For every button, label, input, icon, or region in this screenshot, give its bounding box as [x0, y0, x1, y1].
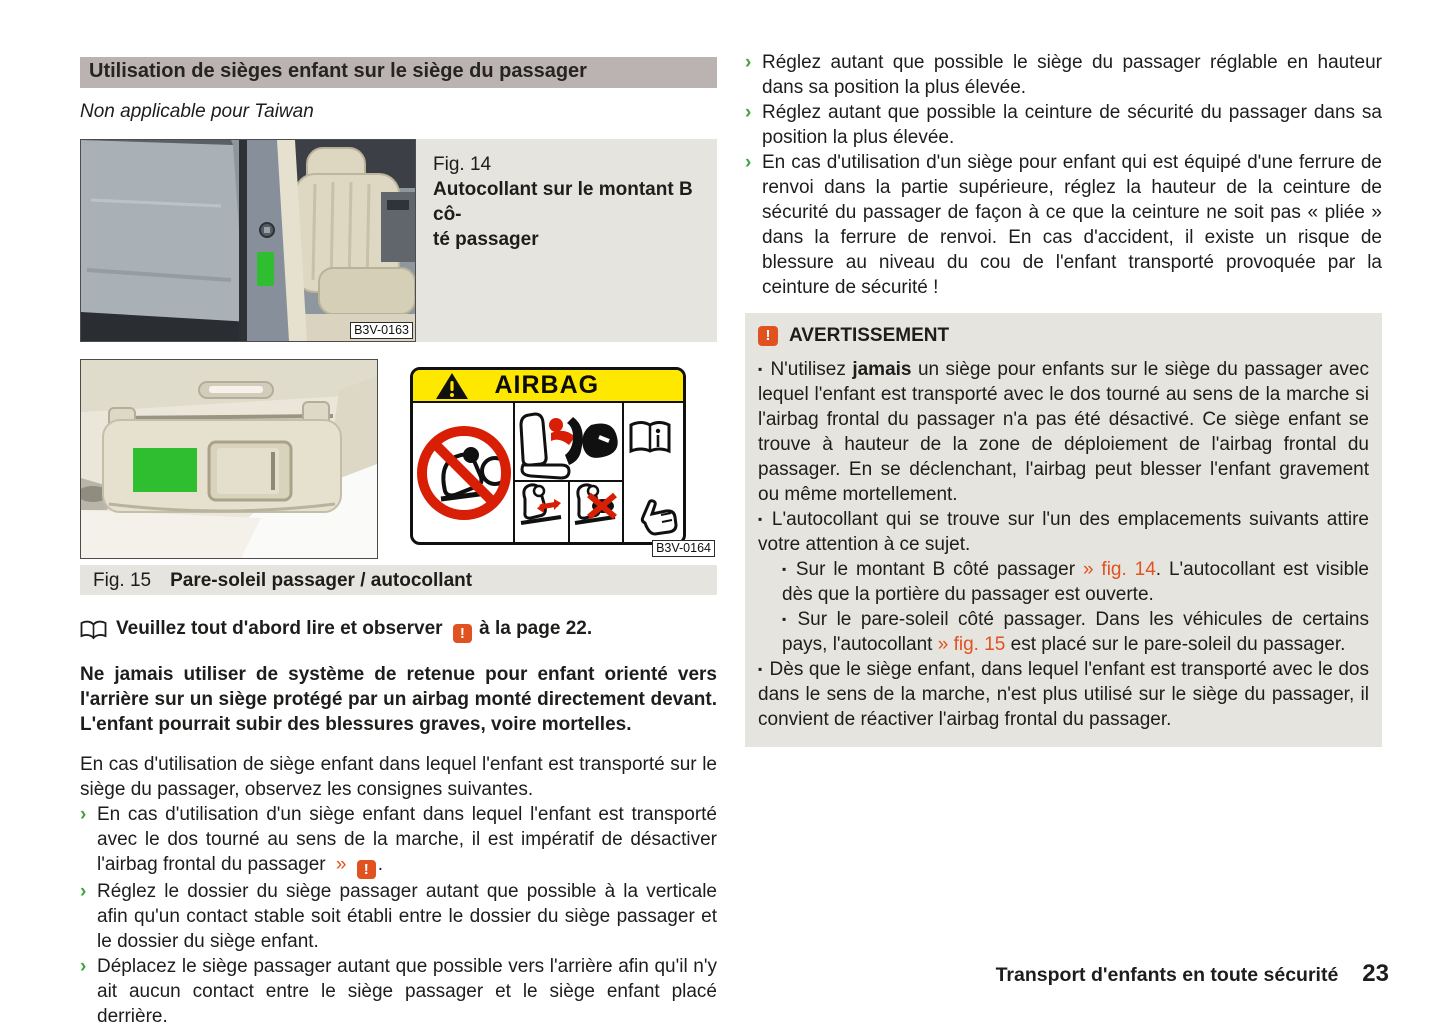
- read-first-text: Veuillez tout d'abord lire et observer ! à la page 22.: [116, 618, 593, 642]
- figure-15-airbag-label-area: [378, 359, 717, 559]
- chevron-bullet: ›: [745, 102, 752, 123]
- rear-facing-warning-paragraph: Ne jamais utiliser de système de retenue pour enfant orienté vers l'arrière sur un siège protégé par un airbag monté directement devant. L'enfant pourrait subir des blessures graves, voire mortelles.: [80, 664, 717, 735]
- car-door-b-pillar-illustration: [81, 140, 415, 341]
- chevron-bullet: ›: [80, 956, 87, 977]
- square-bullet: ▪: [758, 512, 765, 526]
- cross-reference-link[interactable]: »: [335, 854, 347, 875]
- figure-14: [80, 139, 717, 342]
- figure-15-label: Fig. 15: [93, 569, 152, 591]
- sun-visor-illustration: [81, 360, 377, 558]
- chevron-bullet: ›: [745, 152, 752, 173]
- intro-paragraph: En cas d'utilisation de siège enfant dans lequel l'enfant est transporté sur le siège du passager, observez les consignes suivantes.: [80, 754, 717, 800]
- list-item: › Réglez le dossier du siège passager autant que possible à la verticale afin qu'un contact stable soit établi entre le dossier du siège passager et le dossier du siège enfant.: [80, 881, 717, 952]
- page-footer: [996, 960, 1389, 988]
- chevron-bullet: ›: [80, 881, 87, 902]
- footer-section-title: Transport d'enfants en toute sécurité: [995, 964, 1339, 986]
- green-sticker-visor: [133, 448, 197, 492]
- airbag-word: AIRBAG: [494, 371, 600, 399]
- open-book-icon: [80, 620, 107, 640]
- figure-15: [80, 359, 717, 559]
- figure-15-photo: [80, 359, 378, 559]
- figure-14-caption: [416, 139, 717, 342]
- airbag-warning-label: [410, 367, 686, 545]
- figure-15-image-code: B3V-0164: [652, 540, 715, 557]
- chevron-bullet: ›: [745, 52, 752, 73]
- warning-triangle-icon: [435, 372, 469, 400]
- section-subtitle: Non applicable pour Taiwan: [80, 101, 314, 122]
- figure-14-photo: [80, 139, 416, 342]
- chevron-bullet: ›: [80, 804, 87, 825]
- left-bullet-list: [80, 802, 717, 1029]
- cross-reference-link-fig14[interactable]: » fig. 14: [1082, 559, 1156, 580]
- warning-item: ▪ L'autocollant qui se trouve sur l'un des emplacements suivants attire votre attention à ce sujet.: [758, 509, 1369, 555]
- warning-box: [745, 313, 1382, 747]
- square-bullet: ▪: [782, 612, 791, 626]
- page-number: 23: [1362, 960, 1389, 987]
- warning-sub-item: ▪ Sur le montant B côté passager » fig. 14. L'autocollant est visible dès que la portière du passager est ouverte.: [782, 559, 1369, 605]
- square-bullet: ▪: [782, 562, 789, 576]
- square-bullet: ▪: [758, 362, 764, 376]
- cross-reference-link-fig15[interactable]: » fig. 15: [937, 634, 1006, 655]
- owners-manual-book-icon: [631, 423, 669, 452]
- warning-item: ▪ Dès que le siège enfant, dans lequel l'enfant est transporté avec le dos dans le sens de la marche, n'est plus utilisé sur le siège du passager, il convient de réactiver l'airbag frontal du passager.: [758, 659, 1369, 730]
- airbag-label-header: [413, 370, 683, 403]
- figure-14-caption-line2: té passager: [433, 229, 539, 250]
- list-item: › En cas d'utilisation d'un siège pour enfant qui est équipé d'une ferrure de renvoi dans la partie supérieure, réglez la hauteur de la ceinture de sécurité du passager de façon à ce que la ceinture ne soit pas « pliée » dans la ferrure de renvoi. En cas d'accident, il existe un risque de blessure au niveau du cou de l'enfant transporté provoquée par la ceinture de sécurité !: [745, 152, 1382, 298]
- warning-exclamation-icon: !: [357, 860, 376, 879]
- list-item: › Réglez autant que possible la ceinture de sécurité du passager dans sa position la plus élevée.: [745, 102, 1382, 148]
- no-child-seat-icon: [575, 485, 615, 523]
- seat-distance-arrow-icon: [521, 485, 561, 523]
- airbag-label-pictograms: [413, 403, 683, 543]
- section-title: Utilisation de sièges enfant sur le siège du passager: [80, 57, 717, 88]
- hand-pointing-icon: [642, 501, 676, 534]
- figure-15-caption-text: Pare-soleil passager / autocollant: [170, 569, 473, 591]
- warning-sub-item: ▪ Sur le pare-soleil côté passager. Dans les véhicules de certains pays, l'autocollant » fig. 15 est placé sur le pare-soleil du passager.: [782, 609, 1369, 655]
- warning-item: ▪ N'utilisez jamais un siège pour enfants sur le siège du passager avec lequel l'enfant est transporté avec le dos tourné au sens de la marche si l'airbag frontal du passager n'a pas été désactivé. Ce siège enfant se trouve à hauteur de la zone de déploiement de l'airbag frontal du passager. En se déclenchant, l'airbag peut blesser l'enfant gravement ou même mortellement.: [758, 359, 1369, 505]
- figure-15-caption: [80, 565, 717, 595]
- no-rear-facing-seat-icon: [422, 431, 508, 515]
- figure-14-caption-line1: Autocollant sur le montant B cô-: [433, 179, 693, 225]
- figure-14-image-code: B3V-0163: [350, 322, 413, 339]
- list-item: › En cas d'utilisation d'un siège enfant dans lequel l'enfant est transporté avec le dos tourné au sens de la marche, il est impératif de désactiver l'airbag frontal du passager » ! .: [80, 804, 717, 878]
- read-first-note: [80, 616, 717, 643]
- right-column: [745, 50, 1382, 747]
- warning-exclamation-icon: !: [453, 624, 472, 643]
- green-sticker-b-pillar: [257, 252, 274, 286]
- airbag-deployment-icon: [521, 414, 618, 478]
- warning-exclamation-icon: !: [758, 326, 778, 346]
- figure-14-label: Fig. 14: [433, 154, 492, 175]
- list-item: › Réglez autant que possible le siège du passager réglable en hauteur dans sa position la plus élevée.: [745, 52, 1382, 98]
- square-bullet: ▪: [758, 662, 763, 676]
- right-bullet-list: [745, 50, 1382, 300]
- warning-box-title: AVERTISSEMENT: [789, 325, 950, 346]
- list-item: › Déplacez le siège passager autant que possible vers l'arrière afin qu'il n'y ait aucun contact entre le siège passager et le siège enfant placé derrière.: [80, 956, 717, 1027]
- left-column: [80, 57, 717, 1029]
- warning-box-header: [758, 323, 1369, 348]
